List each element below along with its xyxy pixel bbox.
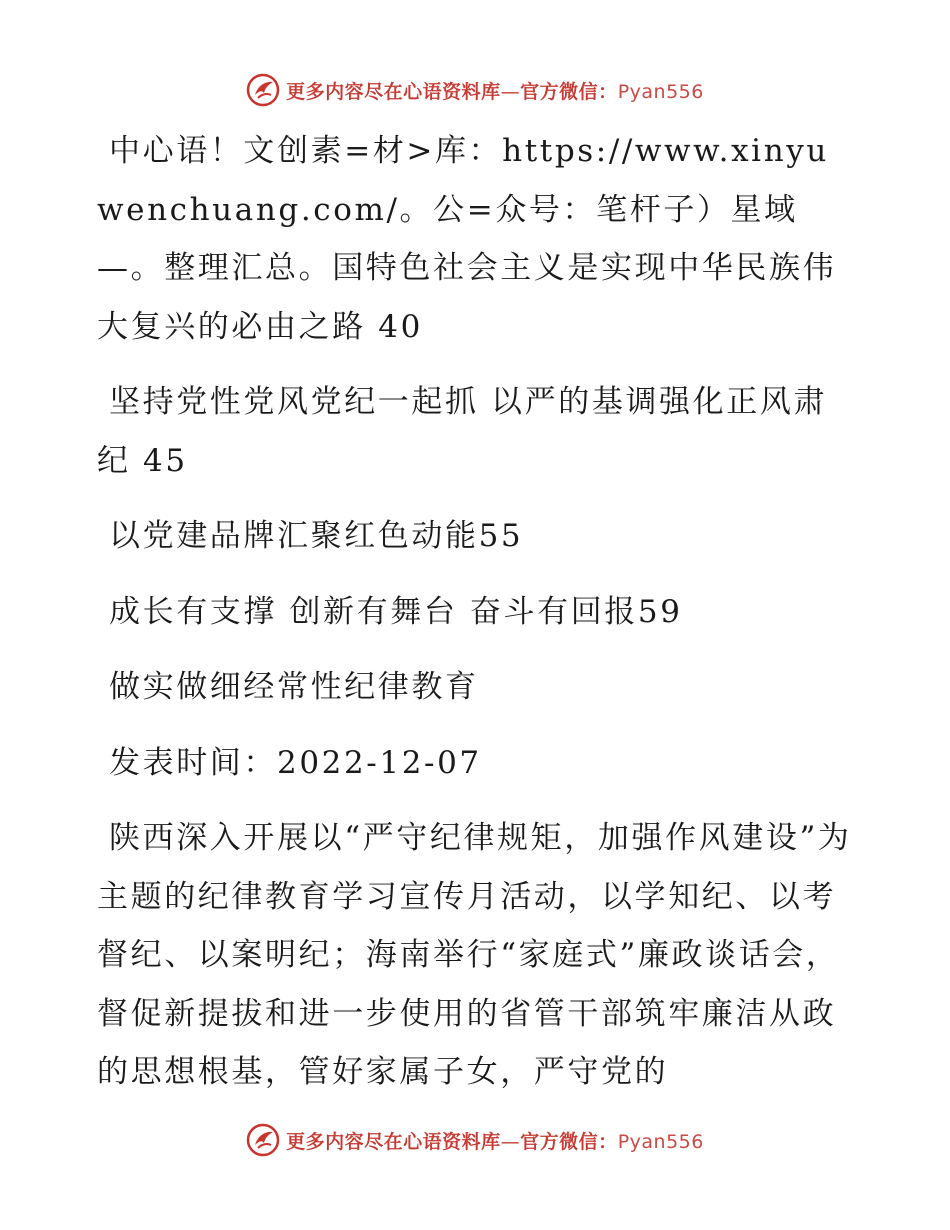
watermark-wechat: 官方微信： <box>520 80 618 103</box>
watermark-wechat: 官方微信： <box>520 1130 618 1153</box>
publish-date: 发表时间：2022-12-07 <box>109 744 482 781</box>
watermark-text <box>286 77 704 104</box>
article-body: 陕西深入开展以“严守纪律规矩，加强作风建设”为主题的纪律教育学习宣传月活动，以学知纪、以考督纪、以案明纪；海南举行“家庭式”廉政谈话会，督促新提拔和进一步使用的省管干部筑牢廉洁从政的思想根基，管好家属子女，严守党的 <box>97 820 852 1090</box>
phoenix-logo-icon <box>246 73 280 107</box>
watermark-cn: 更多内容尽在心语资料库 <box>286 80 501 103</box>
paragraph-intro: 中心语！文创素=材>库：https://www.xinyuwenchuang.com/。公=众号：笔杆子）星域—。整理汇总。国特色社会主义是实现中华民族伟大复兴的必由之路 40 <box>97 133 837 345</box>
watermark-text <box>286 1127 704 1154</box>
watermark-dash: — <box>500 80 521 103</box>
watermark-wechat-id: Pyan556 <box>617 80 704 103</box>
paragraph-toc-item: 成长有支撑 创新有舞台 奋斗有回报59 <box>109 593 683 630</box>
phoenix-logo-icon <box>246 1123 280 1157</box>
article-title: 做实做细经常性纪律教育 <box>109 669 479 705</box>
watermark-header <box>0 70 950 110</box>
watermark-cn: 更多内容尽在心语资料库 <box>286 1130 501 1153</box>
paragraph-toc-item: 以党建品牌汇聚红色动能55 <box>109 518 524 554</box>
document-body <box>97 122 857 1102</box>
watermark-wechat-id: Pyan556 <box>617 1130 704 1153</box>
paragraph-toc-item: 坚持党性党风党纪一起抓 以严的基调强化正风肃纪 45 <box>97 384 828 479</box>
watermark-dash: — <box>500 1130 521 1153</box>
watermark-footer <box>0 1120 950 1160</box>
